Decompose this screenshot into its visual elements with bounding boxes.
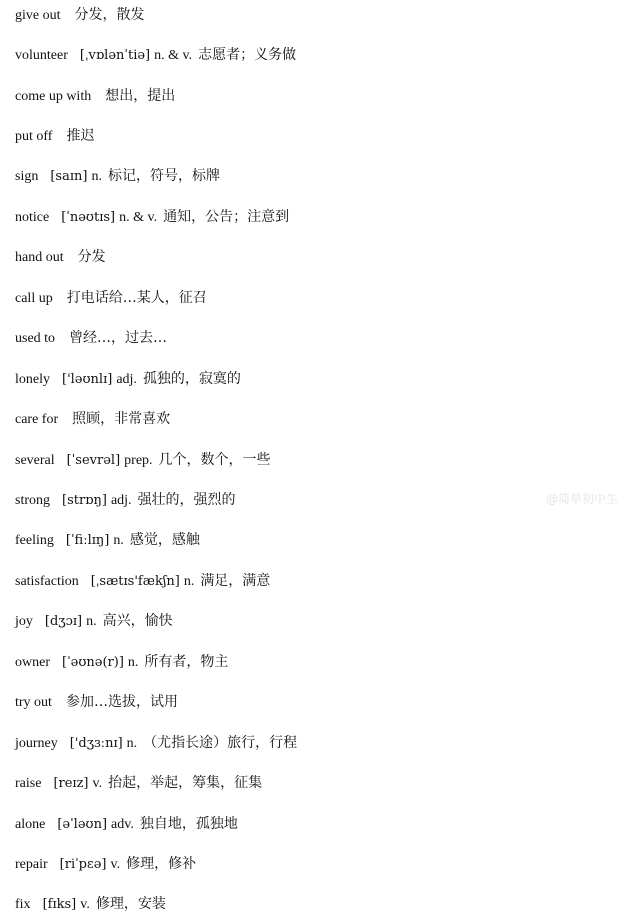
vocab-phonetic: [riˈpɛə] [59, 857, 107, 872]
vocab-word: repair [15, 857, 48, 872]
vocab-meaning: 独自地，孤独地 [139, 816, 238, 832]
vocab-entry [15, 125, 94, 147]
vocab-word: sign [15, 169, 39, 184]
vocab-meaning: 强壮的，强烈的 [137, 492, 236, 508]
vocab-entry [15, 570, 270, 592]
vocab-meaning: 所有者，物主 [144, 654, 229, 670]
vocab-entry [15, 853, 196, 875]
vocab-part-of-speech: v. [110, 857, 121, 872]
vocab-word: give out [15, 8, 61, 23]
vocab-entry [15, 893, 166, 915]
vocab-part-of-speech: n. & v. [154, 48, 193, 63]
vocab-part-of-speech: n. & v. [119, 210, 158, 225]
vocab-meaning: 抬起，举起，筹集，征集 [108, 775, 263, 791]
vocab-word: notice [15, 210, 50, 225]
vocab-entry [15, 489, 236, 511]
vocab-phonetic: [reɪz] [53, 776, 89, 791]
vocab-meaning: 想出，提出 [105, 88, 176, 104]
vocab-meaning: 分发，散发 [74, 7, 145, 23]
vocab-word: volunteer [15, 48, 68, 63]
vocab-meaning: 通知，公告；注意到 [163, 209, 290, 225]
vocab-part-of-speech: n. [126, 736, 138, 751]
vocab-word: joy [15, 614, 33, 629]
vocab-phonetic: [ˈəʊnə(r)] [62, 655, 124, 670]
vocab-part-of-speech: n. [183, 574, 195, 589]
vocab-part-of-speech: prep. [124, 453, 153, 468]
vocab-meaning: 打电话给…某人，征召 [66, 290, 207, 306]
vocab-word: alone [15, 817, 46, 832]
vocab-word: come up with [15, 89, 92, 104]
vocab-word: put off [15, 129, 53, 144]
vocab-phonetic: [əˈləʊn] [57, 817, 108, 832]
vocab-part-of-speech: adv. [111, 817, 134, 832]
vocab-phonetic: ['ləʊnlɪ] [62, 372, 113, 387]
vocab-part-of-speech: v. [80, 897, 90, 912]
vocab-word: care for [15, 412, 59, 427]
vocab-phonetic: [strɒŋ] [62, 493, 107, 508]
vocab-phonetic: [dʒɔɪ] [44, 614, 83, 629]
vocab-meaning: 志愿者；义务做 [198, 47, 297, 63]
vocab-word: hand out [15, 250, 64, 265]
vocab-entry [15, 813, 238, 835]
vocab-entry [15, 368, 241, 390]
vocab-word: used to [15, 331, 56, 346]
vocab-entry [15, 732, 297, 754]
vocab-word: call up [15, 291, 53, 306]
vocab-meaning: 感觉，感触 [129, 532, 200, 548]
vocab-part-of-speech: adj. [116, 372, 137, 387]
vocab-meaning: 几个，数个，一些 [158, 452, 271, 468]
vocab-entry [15, 206, 289, 228]
vocab-meaning: 修理，安装 [95, 896, 166, 912]
vocab-meaning: 分发 [77, 249, 106, 265]
vocab-entry [15, 408, 170, 430]
vocab-phonetic: ['dʒɜːnɪ] [69, 736, 123, 751]
vocab-meaning: 推迟 [66, 128, 95, 144]
vocab-part-of-speech: adj. [110, 493, 132, 508]
vocab-entry [15, 85, 175, 107]
vocab-part-of-speech: n. [86, 614, 97, 629]
vocab-entry [15, 610, 173, 632]
vocab-meaning: 曾经…，过去… [69, 330, 168, 346]
vocab-entry [15, 246, 106, 268]
watermark: @简单初中生 [546, 492, 619, 506]
vocab-word: several [15, 453, 55, 468]
vocab-word: lonely [15, 372, 50, 387]
vocab-phonetic: [ˈfiːlɪŋ] [65, 533, 110, 548]
vocab-meaning: 修理，修补 [126, 856, 197, 872]
vocab-meaning: 标记，符号，标牌 [107, 168, 220, 184]
vocab-entry [15, 165, 220, 187]
vocab-word: owner [15, 655, 50, 670]
vocab-word: journey [15, 736, 58, 751]
vocab-meaning: 参加…选拔，试用 [65, 694, 178, 710]
vocab-phonetic: [ˈnəʊtɪs] [61, 210, 116, 225]
vocab-entry [15, 44, 296, 66]
vocab-entry [15, 4, 145, 26]
vocab-entry [15, 287, 207, 309]
vocab-meaning: 照顾，非常喜欢 [72, 411, 171, 427]
vocab-entry [15, 449, 271, 471]
vocab-word: fix [15, 897, 31, 912]
vocab-word: strong [15, 493, 50, 508]
vocab-entry [15, 651, 228, 673]
vocab-part-of-speech: n. [127, 655, 139, 670]
vocab-phonetic: [ˈsevrəl] [66, 453, 121, 468]
vocab-meaning: 满足，满意 [200, 573, 271, 589]
vocab-entry [15, 327, 167, 349]
vocab-meaning: 孤独的，寂寞的 [142, 371, 241, 387]
vocab-part-of-speech: n. [91, 169, 102, 184]
vocab-entry [15, 529, 200, 551]
vocab-entry [15, 691, 178, 713]
vocab-phonetic: [fɪks] [42, 897, 77, 912]
vocab-meaning: （尤指长途）旅行，行程 [143, 735, 298, 751]
vocab-phonetic: [ˌvɒlənˈtiə] [79, 48, 151, 63]
vocab-phonetic: [ˌsætɪs'fækʃn] [90, 574, 180, 589]
vocab-phonetic: [saɪn] [50, 169, 88, 184]
vocab-part-of-speech: v. [92, 776, 103, 791]
vocab-word: satisfaction [15, 574, 79, 589]
vocab-entry [15, 772, 262, 794]
vocab-meaning: 高兴，愉快 [102, 613, 173, 629]
vocab-word: raise [15, 776, 42, 791]
vocab-word: feeling [15, 533, 54, 548]
vocab-part-of-speech: n. [113, 533, 124, 548]
vocab-word: try out [15, 695, 52, 710]
